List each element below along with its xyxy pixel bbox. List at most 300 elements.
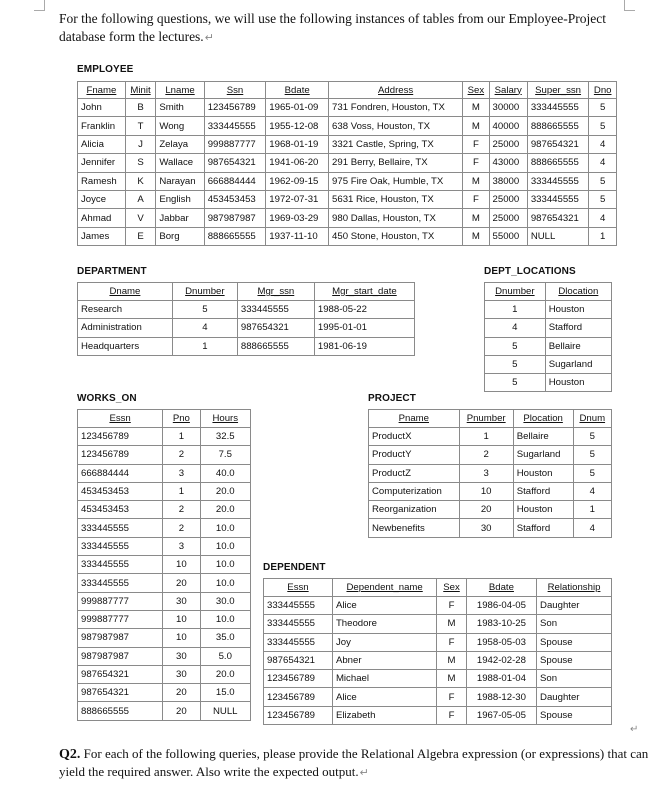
department-cell-mgr-start-date: 1995-01-01 [314, 319, 414, 337]
dependent-cell-dependent-name: Elizabeth [332, 706, 436, 724]
employee-cell-ssn: 888665555 [204, 227, 266, 245]
works-on-cell-hours: 10.0 [200, 537, 251, 555]
works-on-col-label: Hours [212, 413, 239, 424]
table-row [264, 615, 612, 633]
dependent-cell-bdate: 1958-05-03 [466, 633, 536, 651]
dept-locations-cell-dnumber: 5 [485, 355, 546, 373]
paragraph-mark-icon: ↵ [359, 767, 369, 779]
employee-cell-bdate: 1972-07-31 [266, 190, 329, 208]
employee-cell-minit: T [125, 117, 156, 135]
employee-cell-dno: 1 [589, 227, 617, 245]
dependent-col-label: Dependent_name [346, 582, 423, 593]
dependent-cell-sex: F [437, 633, 467, 651]
table-row [78, 482, 251, 500]
table-row [78, 684, 251, 702]
dept-locations-col-label: Dlocation [558, 286, 599, 297]
dependent-cell-sex: F [437, 706, 467, 724]
employee-cell-minit: V [125, 209, 156, 227]
dependent-cell-dependent-name: Theodore [332, 615, 436, 633]
employee-cell-fname: Ramesh [78, 172, 126, 190]
dependent-cell-dependent-name: Alice [332, 688, 436, 706]
employee-col-fname [78, 82, 126, 99]
employee-cell-sex: M [463, 117, 489, 135]
works-on-header-row [78, 410, 251, 428]
table-row [264, 706, 612, 724]
employee-cell-bdate: 1962-09-15 [266, 172, 329, 190]
employee-cell-ssn: 453453453 [204, 190, 266, 208]
project-cell-pnumber: 3 [459, 464, 513, 482]
employee-cell-sex: F [463, 135, 489, 153]
employee-cell-address: 980 Dallas, Houston, TX [329, 209, 463, 227]
dept-locations-title: DEPT_LOCATIONS [484, 266, 576, 277]
table-row [78, 647, 251, 665]
dependent-cell-sex: F [437, 597, 467, 615]
table-row [369, 519, 612, 537]
department-col-label: Mgr_start_date [332, 286, 397, 297]
works-on-col-hours [200, 410, 251, 428]
employee-cell-fname: Alicia [78, 135, 126, 153]
project-cell-plocation: Stafford [513, 482, 573, 500]
table-row [78, 464, 251, 482]
table-row [78, 665, 251, 683]
works-on-cell-pno: 2 [163, 519, 200, 537]
employee-cell-dno: 5 [589, 172, 617, 190]
dependent-title: DEPENDENT [263, 562, 326, 573]
works-on-cell-essn: 123456789 [78, 428, 163, 446]
works-on-cell-pno: 20 [163, 684, 200, 702]
dependent-cell-essn: 333445555 [264, 615, 333, 633]
employee-cell-super-ssn: 333445555 [527, 172, 589, 190]
dependent-table [263, 578, 612, 725]
works-on-cell-pno: 30 [163, 665, 200, 683]
employee-cell-super-ssn: 888665555 [527, 154, 589, 172]
dept-locations-cell-dlocation: Houston [545, 374, 611, 392]
employee-col-sex [463, 82, 489, 99]
department-cell-dname: Research [78, 301, 173, 319]
employee-cell-minit: B [125, 99, 156, 117]
dependent-cell-relationship: Daughter [537, 688, 612, 706]
employee-cell-address: 3321 Castle, Spring, TX [329, 135, 463, 153]
department-cell-dname: Administration [78, 319, 173, 337]
project-cell-dnum: 1 [573, 501, 611, 519]
dependent-cell-dependent-name: Alice [332, 597, 436, 615]
employee-cell-salary: 43000 [489, 154, 527, 172]
employee-cell-dno: 5 [589, 117, 617, 135]
employee-col-dno [589, 82, 617, 99]
dept-locations-col-label: Dnumber [495, 286, 535, 297]
works-on-cell-pno: 3 [163, 464, 200, 482]
table-row [264, 688, 612, 706]
employee-cell-salary: 38000 [489, 172, 527, 190]
employee-cell-lname: Zelaya [156, 135, 204, 153]
employee-cell-address: 638 Voss, Houston, TX [329, 117, 463, 135]
department-col-dname [78, 283, 173, 301]
dependent-col-relationship [537, 579, 612, 597]
project-cell-pnumber: 20 [459, 501, 513, 519]
table-row [369, 464, 612, 482]
intro-text: For the following questions, we will use the following instances of tables from our Employee-Project database form the lectures. [59, 11, 607, 44]
employee-col-salary [489, 82, 527, 99]
employee-col-label: Minit [130, 84, 151, 96]
employee-col-label: Address [378, 84, 414, 96]
employee-cell-fname: Jennifer [78, 154, 126, 172]
table-row [78, 446, 251, 464]
dependent-cell-essn: 333445555 [264, 597, 333, 615]
table-row [78, 117, 617, 135]
works-on-cell-essn: 333445555 [78, 537, 163, 555]
works-on-cell-hours: 10.0 [200, 556, 251, 574]
project-cell-plocation: Sugarland [513, 446, 573, 464]
employee-cell-sex: F [463, 190, 489, 208]
works-on-cell-essn: 999887777 [78, 610, 163, 628]
project-cell-pname: Reorganization [369, 501, 460, 519]
dept-locations-col-dnumber [485, 283, 546, 301]
table-row [485, 355, 612, 373]
works-on-cell-hours: 20.0 [200, 665, 251, 683]
department-cell-dname: Headquarters [78, 337, 173, 355]
employee-cell-ssn: 987987987 [204, 209, 266, 227]
department-cell-dnumber: 4 [172, 319, 237, 337]
employee-cell-lname: Wallace [156, 154, 204, 172]
employee-col-super-ssn [527, 82, 589, 99]
employee-cell-salary: 40000 [489, 117, 527, 135]
works-on-col-label: Pno [172, 413, 190, 424]
project-cell-pname: ProductY [369, 446, 460, 464]
works-on-cell-hours: 10.0 [200, 610, 251, 628]
employee-cell-bdate: 1955-12-08 [266, 117, 329, 135]
dept-locations-cell-dlocation: Sugarland [545, 355, 611, 373]
table-row [78, 702, 251, 720]
project-header-row [369, 410, 612, 428]
works-on-cell-essn: 453453453 [78, 501, 163, 519]
project-col-pnumber [459, 410, 513, 428]
employee-cell-super-ssn: 987654321 [527, 135, 589, 153]
works-on-cell-pno: 1 [163, 428, 200, 446]
project-cell-pnumber: 1 [459, 428, 513, 446]
works-on-cell-essn: 333445555 [78, 574, 163, 592]
employee-cell-fname: John [78, 99, 126, 117]
dept-locations-cell-dlocation: Bellaire [545, 337, 611, 355]
works-on-cell-hours: 32.5 [200, 428, 251, 446]
table-row [78, 428, 251, 446]
project-col-label: Plocation [523, 413, 563, 424]
employee-cell-ssn: 987654321 [204, 154, 266, 172]
employee-cell-fname: Ahmad [78, 209, 126, 227]
works-on-cell-essn: 987654321 [78, 665, 163, 683]
employee-cell-dno: 5 [589, 99, 617, 117]
works-on-title: WORKS_ON [77, 393, 137, 404]
department-title: DEPARTMENT [77, 266, 147, 277]
works-on-cell-pno: 10 [163, 629, 200, 647]
employee-cell-super-ssn: 333445555 [527, 190, 589, 208]
project-cell-dnum: 5 [573, 464, 611, 482]
project-col-dnum [573, 410, 611, 428]
dependent-cell-relationship: Son [537, 670, 612, 688]
table-row [78, 574, 251, 592]
dependent-cell-essn: 123456789 [264, 670, 333, 688]
works-on-cell-hours: 20.0 [200, 501, 251, 519]
project-cell-pname: ProductX [369, 428, 460, 446]
employee-cell-lname: Smith [156, 99, 204, 117]
dependent-col-bdate [466, 579, 536, 597]
employee-title: EMPLOYEE [77, 64, 134, 75]
project-cell-pname: Computerization [369, 482, 460, 500]
employee-cell-sex: M [463, 99, 489, 117]
works-on-cell-hours: 40.0 [200, 464, 251, 482]
dependent-cell-relationship: Spouse [537, 706, 612, 724]
employee-header-row [78, 82, 617, 99]
dependent-col-label: Essn [287, 582, 309, 593]
project-col-label: Pname [398, 413, 429, 424]
employee-col-label: Fname [86, 84, 117, 96]
employee-col-label: Sex [467, 84, 485, 96]
works-on-cell-pno: 1 [163, 482, 200, 500]
works-on-col-pno [163, 410, 200, 428]
dependent-cell-essn: 123456789 [264, 706, 333, 724]
works-on-cell-pno: 2 [163, 501, 200, 519]
table-row [78, 227, 617, 245]
employee-cell-minit: J [125, 135, 156, 153]
works-on-table [77, 409, 251, 721]
department-col-mgr-ssn [237, 283, 314, 301]
table-row [78, 190, 617, 208]
employee-cell-super-ssn: 987654321 [527, 209, 589, 227]
table-row [78, 592, 251, 610]
employee-cell-salary: 25000 [489, 135, 527, 153]
employee-cell-fname: Franklin [78, 117, 126, 135]
project-cell-pnumber: 30 [459, 519, 513, 537]
department-col-mgr-start-date [314, 283, 414, 301]
employee-cell-bdate: 1968-01-19 [266, 135, 329, 153]
employee-cell-ssn: 333445555 [204, 117, 266, 135]
works-on-cell-hours: 7.5 [200, 446, 251, 464]
dependent-cell-relationship: Daughter [537, 597, 612, 615]
employee-cell-dno: 5 [589, 190, 617, 208]
works-on-cell-essn: 987987987 [78, 647, 163, 665]
department-cell-dnumber: 1 [172, 337, 237, 355]
works-on-col-label: Essn [109, 413, 131, 424]
employee-cell-address: 975 Fire Oak, Humble, TX [329, 172, 463, 190]
table-row [78, 519, 251, 537]
works-on-cell-pno: 20 [163, 702, 200, 720]
project-col-pname [369, 410, 460, 428]
employee-cell-address: 5631 Rice, Houston, TX [329, 190, 463, 208]
project-cell-dnum: 4 [573, 519, 611, 537]
employee-cell-sex: M [463, 172, 489, 190]
dependent-cell-sex: M [437, 670, 467, 688]
table-row [78, 301, 415, 319]
works-on-cell-hours: NULL [200, 702, 251, 720]
works-on-col-essn [78, 410, 163, 428]
dependent-cell-sex: M [437, 651, 467, 669]
table-row [78, 209, 617, 227]
table-row [264, 670, 612, 688]
employee-cell-bdate: 1937-11-10 [266, 227, 329, 245]
employee-cell-fname: Joyce [78, 190, 126, 208]
project-cell-dnum: 4 [573, 482, 611, 500]
intro-paragraph [59, 10, 649, 47]
employee-cell-bdate: 1941-06-20 [266, 154, 329, 172]
employee-col-label: Ssn [226, 84, 244, 96]
page-corner-mark-left [34, 0, 45, 11]
employee-cell-salary: 25000 [489, 209, 527, 227]
employee-cell-sex: F [463, 154, 489, 172]
table-row [369, 446, 612, 464]
employee-cell-minit: S [125, 154, 156, 172]
employee-cell-dno: 4 [589, 154, 617, 172]
employee-cell-ssn: 123456789 [204, 99, 266, 117]
employee-cell-minit: K [125, 172, 156, 190]
employee-cell-address: 291 Berry, Bellaire, TX [329, 154, 463, 172]
works-on-cell-pno: 30 [163, 592, 200, 610]
dependent-header-row [264, 579, 612, 597]
project-cell-pname: ProductZ [369, 464, 460, 482]
project-col-plocation [513, 410, 573, 428]
dependent-cell-relationship: Son [537, 615, 612, 633]
dept-locations-cell-dlocation: Houston [545, 301, 611, 319]
dependent-cell-relationship: Spouse [537, 651, 612, 669]
works-on-cell-essn: 333445555 [78, 556, 163, 574]
employee-cell-sex: M [463, 227, 489, 245]
works-on-cell-pno: 3 [163, 537, 200, 555]
employee-col-address [329, 82, 463, 99]
works-on-cell-pno: 30 [163, 647, 200, 665]
dept-locations-cell-dnumber: 4 [485, 319, 546, 337]
question-2 [59, 745, 649, 782]
table-row [78, 154, 617, 172]
dept-locations-cell-dnumber: 5 [485, 337, 546, 355]
department-col-dnumber [172, 283, 237, 301]
dependent-cell-bdate: 1942-02-28 [466, 651, 536, 669]
works-on-cell-essn: 453453453 [78, 482, 163, 500]
employee-col-label: Bdate [284, 84, 310, 96]
dependent-cell-dependent-name: Abner [332, 651, 436, 669]
employee-cell-minit: E [125, 227, 156, 245]
dependent-cell-essn: 123456789 [264, 688, 333, 706]
department-cell-mgr-ssn: 333445555 [237, 301, 314, 319]
table-row [78, 629, 251, 647]
table-row [264, 651, 612, 669]
employee-table [77, 81, 617, 246]
dept-locations-header-row [485, 283, 612, 301]
project-cell-plocation: Stafford [513, 519, 573, 537]
department-cell-dnumber: 5 [172, 301, 237, 319]
paragraph-mark-icon: ↵ [204, 32, 214, 44]
table-row [369, 482, 612, 500]
employee-col-label: Lname [165, 84, 195, 96]
employee-col-label: Salary [494, 84, 522, 96]
dependent-cell-essn: 987654321 [264, 651, 333, 669]
works-on-cell-hours: 10.0 [200, 519, 251, 537]
project-cell-plocation: Bellaire [513, 428, 573, 446]
dependent-cell-sex: M [437, 615, 467, 633]
dept-locations-cell-dnumber: 1 [485, 301, 546, 319]
employee-cell-lname: Jabbar [156, 209, 204, 227]
project-cell-pname: Newbenefits [369, 519, 460, 537]
employee-cell-ssn: 666884444 [204, 172, 266, 190]
employee-cell-sex: M [463, 209, 489, 227]
works-on-cell-hours: 30.0 [200, 592, 251, 610]
employee-col-label: Dno [593, 84, 612, 96]
project-cell-plocation: Houston [513, 464, 573, 482]
department-cell-mgr-start-date: 1988-05-22 [314, 301, 414, 319]
table-row [78, 556, 251, 574]
dependent-cell-bdate: 1988-12-30 [466, 688, 536, 706]
employee-cell-address: 731 Fondren, Houston, TX [329, 99, 463, 117]
project-cell-dnum: 5 [573, 446, 611, 464]
works-on-cell-essn: 333445555 [78, 519, 163, 537]
project-cell-plocation: Houston [513, 501, 573, 519]
employee-cell-salary: 25000 [489, 190, 527, 208]
employee-col-minit [125, 82, 156, 99]
project-cell-pnumber: 2 [459, 446, 513, 464]
department-col-label: Dname [109, 286, 141, 297]
employee-col-lname [156, 82, 204, 99]
dept-locations-cell-dlocation: Stafford [545, 319, 611, 337]
works-on-cell-essn: 666884444 [78, 464, 163, 482]
employee-cell-salary: 55000 [489, 227, 527, 245]
works-on-cell-pno: 20 [163, 574, 200, 592]
project-table [368, 409, 612, 538]
dependent-cell-dependent-name: Joy [332, 633, 436, 651]
dependent-cell-bdate: 1983-10-25 [466, 615, 536, 633]
dept-locations-cell-dnumber: 5 [485, 374, 546, 392]
employee-col-ssn [204, 82, 266, 99]
dependent-cell-bdate: 1986-04-05 [466, 597, 536, 615]
department-header-row [78, 283, 415, 301]
table-row [485, 319, 612, 337]
works-on-cell-essn: 888665555 [78, 702, 163, 720]
paragraph-mark-icon: ↵ [630, 724, 639, 735]
works-on-cell-pno: 2 [163, 446, 200, 464]
employee-cell-super-ssn: NULL [527, 227, 589, 245]
employee-cell-salary: 30000 [489, 99, 527, 117]
works-on-cell-essn: 999887777 [78, 592, 163, 610]
employee-cell-lname: English [156, 190, 204, 208]
employee-cell-minit: A [125, 190, 156, 208]
table-row [369, 501, 612, 519]
dept-locations-table [484, 282, 612, 392]
table-row [78, 537, 251, 555]
employee-cell-ssn: 999887777 [204, 135, 266, 153]
table-row [78, 501, 251, 519]
table-row [78, 172, 617, 190]
employee-cell-super-ssn: 333445555 [527, 99, 589, 117]
table-row [369, 428, 612, 446]
table-row [485, 301, 612, 319]
employee-cell-bdate: 1969-03-29 [266, 209, 329, 227]
employee-cell-lname: Borg [156, 227, 204, 245]
employee-col-label: Super_ssn [535, 84, 582, 96]
dependent-cell-bdate: 1988-01-04 [466, 670, 536, 688]
table-row [264, 633, 612, 651]
employee-cell-lname: Wong [156, 117, 204, 135]
employee-cell-address: 450 Stone, Houston, TX [329, 227, 463, 245]
table-row [485, 374, 612, 392]
project-title: PROJECT [368, 393, 416, 404]
works-on-cell-essn: 987987987 [78, 629, 163, 647]
works-on-cell-pno: 10 [163, 610, 200, 628]
employee-col-bdate [266, 82, 329, 99]
table-row [485, 337, 612, 355]
dependent-cell-dependent-name: Michael [332, 670, 436, 688]
dependent-col-sex [437, 579, 467, 597]
project-col-label: Dnum [579, 413, 606, 424]
employee-cell-dno: 4 [589, 135, 617, 153]
dependent-col-label: Bdate [488, 582, 514, 593]
department-cell-mgr-start-date: 1981-06-19 [314, 337, 414, 355]
department-cell-mgr-ssn: 987654321 [237, 319, 314, 337]
